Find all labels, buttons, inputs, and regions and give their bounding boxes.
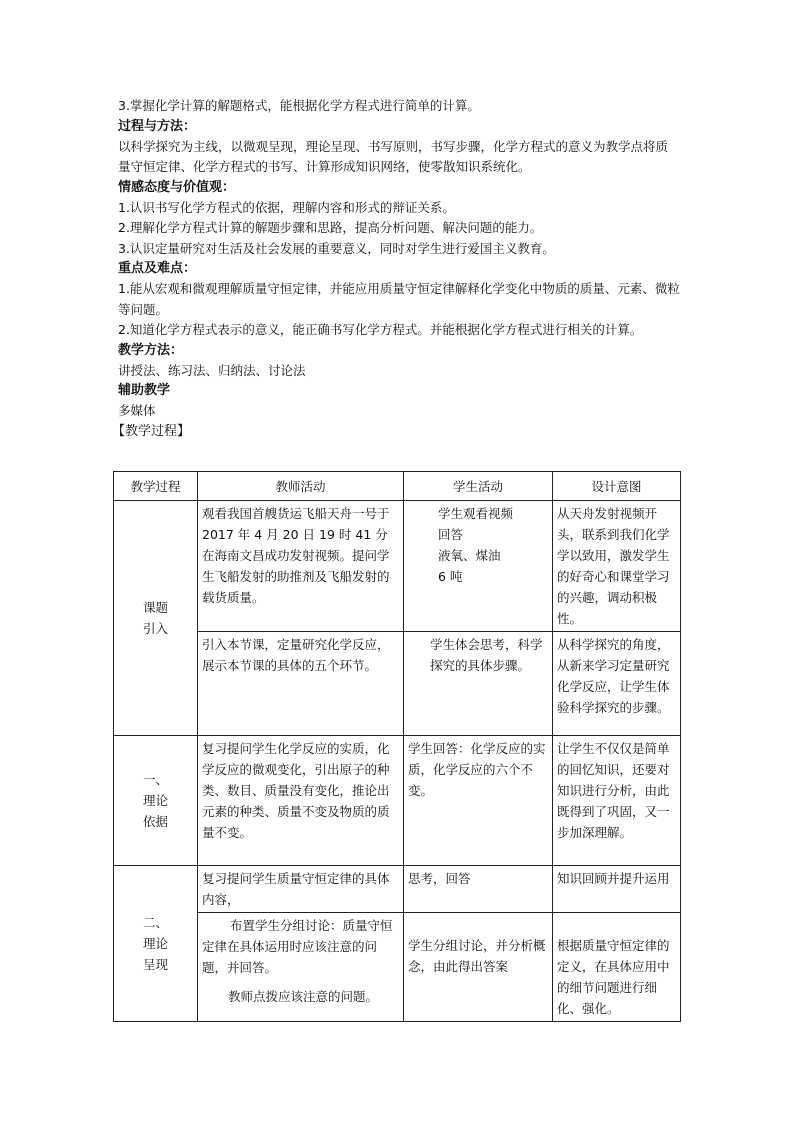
emotion-item-1: 1.认识书写化学方程式的依据，理解内容和形式的辩证关系。 [118, 199, 455, 215]
cell-teacher: 复习提问学生化学反应的实质，化学反应的微观变化，引出原子的种类、数目、质量没有变化，推论出元素的种类、质量不变及物质的质量不变。 [198, 736, 404, 866]
teacher-line: 教师点拨应该注意的问题。 [228, 989, 379, 1004]
student-line: 6 吨 [438, 569, 463, 584]
heading-teaching-aids: 辅助教学 [118, 383, 171, 398]
process-methods-text: 以科学探究为主线，以微观呈现，理论呈现、书写原则，书写步骤，化学方程式的意义为教学点将质量守恒定律、化学方程式的书写、计算形成知识网络，使零散知识系统化。 [118, 138, 669, 174]
header-teacher: 教师活动 [198, 472, 404, 501]
emotion-item-3: 3.认识定量研究对生活及社会发展的重要意义，同时对学生进行爱国主义教育。 [118, 240, 555, 256]
cell-student: 思考，回答 [404, 866, 553, 913]
objective-line-3: 3.掌握化学计算的解题格式，能根据化学方程式进行简单的计算。 [118, 98, 480, 113]
cell-intent: 让学生不仅仅是简单的回忆知识，还要对知识进行分析，由此既得到了巩固，又一步加深理解。 [553, 736, 681, 866]
table-row [114, 736, 681, 866]
cell-teacher: 引入本节课，定量研究化学反应，展示本节课的具体的五个环节。 [198, 632, 404, 736]
table-row [114, 501, 681, 632]
table-row [114, 866, 681, 913]
cell-intent: 从天舟发射视频开头，联系到我们化学学以致用，激发学生的好奇心和课堂学习的兴趣，调动积极性。 [553, 501, 681, 632]
stage-theory-basis: 一、 理论 依据 [114, 736, 198, 866]
cell-teacher: 观看我国首艘货运飞船天舟一号于 2017 年 4 月 20 日 19 时 41 分在海南文昌成功发射视频。提问学生飞船发射的助推剂及飞船发射的载货质量。 [198, 501, 404, 632]
stage-topic-intro: 课题 引入 [114, 501, 198, 736]
teaching-aids-text: 多媒体 [118, 403, 156, 418]
table-header-row [114, 472, 681, 501]
cell-intent: 根据质量守恒定律的定义，在具体应用中的细节问题进行细化、强化。 [553, 913, 681, 1022]
heading-emotion-values: 情感态度与价值观： [118, 179, 236, 195]
heading-process-methods: 过程与方法： [118, 118, 197, 134]
cell-teacher [198, 913, 404, 1022]
heading-key-points: 重点及难点： [118, 261, 197, 276]
cell-intent: 知识回顾并提升运用 [553, 866, 681, 913]
student-line: 液氧、煤油 [438, 548, 501, 563]
document-body [112, 96, 680, 442]
cell-teacher: 复习提问学生质量守恒定律的具体内容， [198, 866, 404, 913]
header-student: 学生活动 [404, 472, 553, 501]
heading-teaching-methods: 教学方法： [118, 342, 184, 358]
stage-theory-presentation: 二、 理论 呈现 [114, 866, 198, 1022]
cell-intent: 从科学探究的角度，从新来学习定量研究化学反应，让学生体验科学探究的步骤。 [553, 632, 681, 736]
header-stage: 教学过程 [114, 472, 198, 501]
cell-student [404, 501, 553, 632]
teaching-process-table [113, 471, 681, 1022]
student-line: 回答 [438, 527, 464, 542]
cell-student: 学生回答：化学反应的实质，化学反应的六个不变。 [404, 736, 553, 866]
cell-student: 学生分组讨论，并分析概念，由此得出答案 [404, 913, 553, 1022]
teaching-process-title: 【教学过程】 [112, 423, 191, 439]
emotion-item-2: 2.理解化学方程式计算的解题步骤和思路，提高分析问题、解决问题的能力。 [118, 220, 543, 235]
teacher-line: 布置学生分组讨论：质量守恒定律在具体运用时应该注意的问题，并回答。 [202, 918, 393, 975]
key-point-1: 1.能从宏观和微观理解质量守恒定律，并能应用质量守恒定律解释化学变化中物质的质量、元素、微粒等问题。 [118, 281, 680, 317]
teaching-methods-text: 讲授法、练习法、归纳法、讨论法 [118, 362, 306, 378]
table-row [114, 632, 681, 736]
table-row [114, 913, 681, 1022]
student-line: 学生观看视频 [438, 506, 514, 521]
header-intent: 设计意图 [553, 472, 681, 501]
cell-student: 学生体会思考，科学探究的具体步骤。 [404, 632, 553, 736]
key-point-2: 2.知道化学方程式表示的意义，能正确书写化学方程式。并能根据化学方程式进行相关的计算。 [118, 322, 643, 337]
